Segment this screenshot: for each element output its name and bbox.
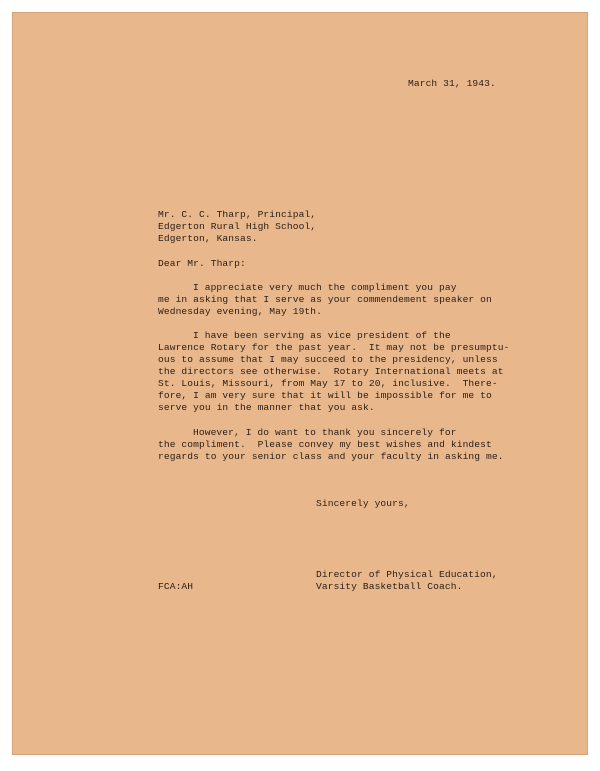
paragraph-2-line-3: ous to assume that I may succeed to the presidency, unless <box>158 354 498 365</box>
paragraph-3-line-2: the compliment. Please convey my best wishes and kindest <box>158 439 492 450</box>
paragraph-2-line-1: I have been serving as vice president of the <box>193 330 451 341</box>
paragraph-3-line-3: regards to your senior class and your faculty in asking me. <box>158 451 504 462</box>
salutation: Dear Mr. Tharp: <box>158 258 246 269</box>
recipient-line-2: Edgerton Rural High School, <box>158 221 317 232</box>
paragraph-2-line-4: the directors see otherwise. Rotary International meets at <box>158 366 504 377</box>
paragraph-2-line-2: Lawrence Rotary for the past year. It may not be presumptu- <box>158 342 510 353</box>
recipient-line-1: Mr. C. C. Tharp, Principal, <box>158 209 317 220</box>
letter-page <box>12 12 588 755</box>
typist-initials: FCA:AH <box>158 581 194 592</box>
recipient-line-3: Edgerton, Kansas. <box>158 233 258 244</box>
paragraph-2-line-7: serve you in the manner that you ask. <box>158 402 375 413</box>
signature-title-1: Director of Physical Education, <box>316 569 498 580</box>
letter-date: March 31, 1943. <box>408 78 496 89</box>
paragraph-2-line-5: St. Louis, Missouri, from May 17 to 20, inclusive. There- <box>158 378 498 389</box>
paragraph-1-line-3: Wednesday evening, May 19th. <box>158 306 323 317</box>
paragraph-1-line-1: I appreciate very much the compliment you pay <box>193 282 457 293</box>
paragraph-1-line-2: me in asking that I serve as your commendement speaker on <box>158 294 492 305</box>
paragraph-3-line-1: However, I do want to thank you sincerely for <box>193 427 457 438</box>
signature-title-2: Varsity Basketball Coach. <box>316 581 463 592</box>
closing: Sincerely yours, <box>316 498 410 509</box>
paragraph-2-line-6: fore, I am very sure that it will be impossible for me to <box>158 390 492 401</box>
